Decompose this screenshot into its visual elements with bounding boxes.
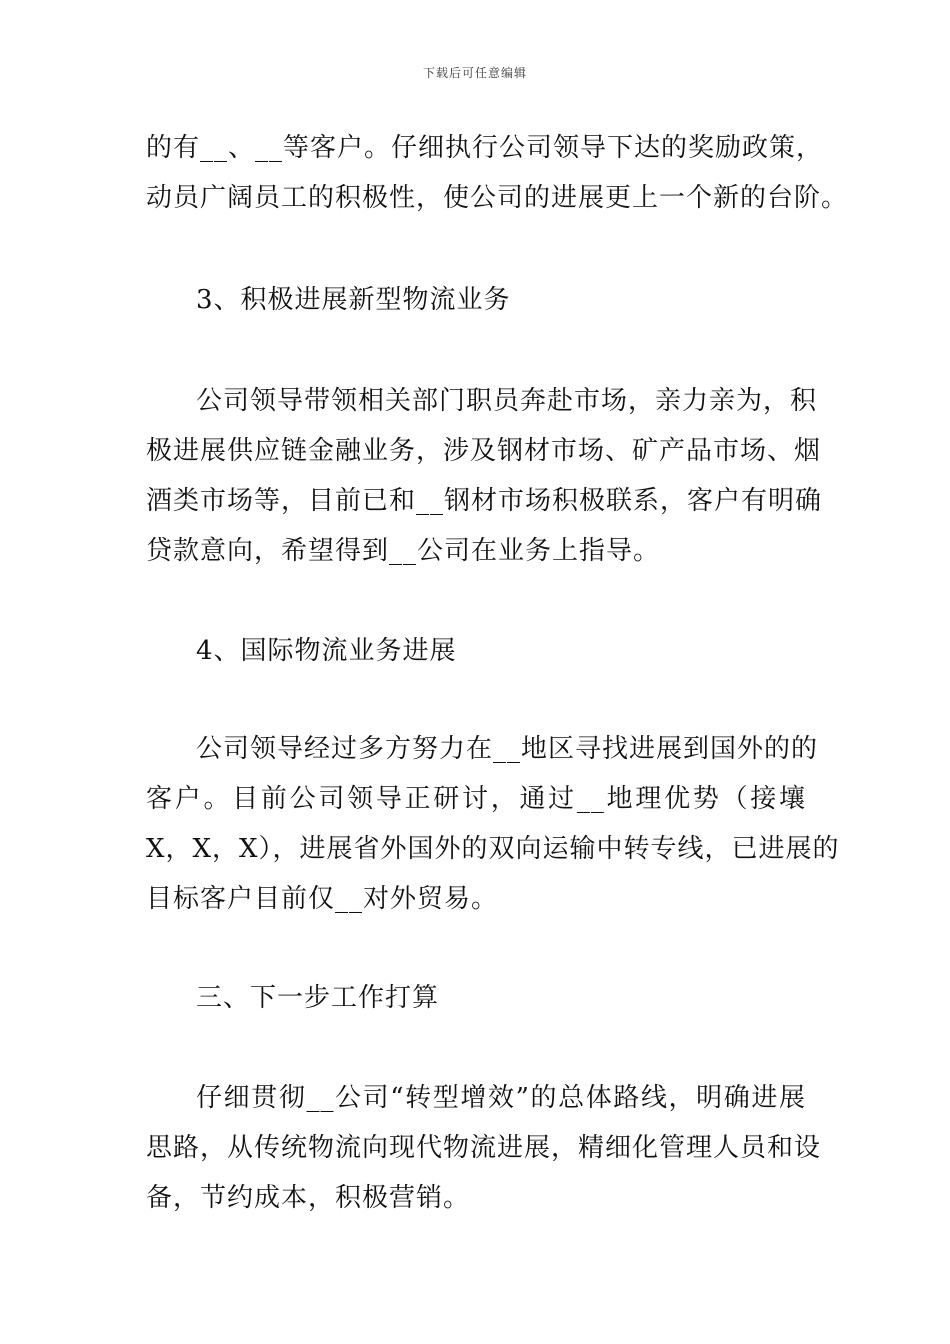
paragraph-line: 酒类市场等，目前已和__钢材市场积极联系，客户有明确 — [146, 486, 823, 516]
paragraph-line: X，X，X），进展省外国外的双向运输中转专线，已进展的 — [146, 834, 840, 864]
header-note: 下载后可任意编辑 — [422, 66, 527, 80]
paragraph-line: 仔细贯彻__公司“转型增效”的总体路线，明确进展 — [196, 1083, 806, 1113]
paragraph-line: 公司领导经过多方努力在__地区寻找进展到国外的的 — [196, 734, 819, 764]
paragraph-line: 思路，从传统物流向现代物流进展，精细化管理人员和设 — [146, 1133, 822, 1163]
paragraph-line: 极进展供应链金融业务，涉及钢材市场、矿产品市场、烟 — [146, 436, 822, 466]
paragraph-line: 备，节约成本，积极营销。 — [146, 1183, 471, 1213]
section-heading-3: 三、下一步工作打算 — [196, 983, 440, 1013]
subheading-4: 4、国际物流业务进展 — [196, 636, 457, 666]
paragraph-line: 目标客户目前仅__对外贸易。 — [146, 884, 499, 914]
paragraph-line: 客户。目前公司领导正研讨，通过__地理优势（接壤 — [146, 784, 806, 814]
paragraph-line: 动员广阔员工的积极性，使公司的进展更上一个新的台阶。 — [146, 183, 849, 213]
paragraph-line: 的有__、__等客户。仔细执行公司领导下达的奖励政策， — [146, 133, 824, 163]
paragraph-line: 贷款意向，希望得到__公司在业务上指导。 — [146, 536, 661, 566]
subheading-3: 3、积极进展新型物流业务 — [196, 285, 511, 315]
paragraph-line: 公司领导带领相关部门职员奔赴市场，亲力亲为，积 — [196, 386, 818, 416]
